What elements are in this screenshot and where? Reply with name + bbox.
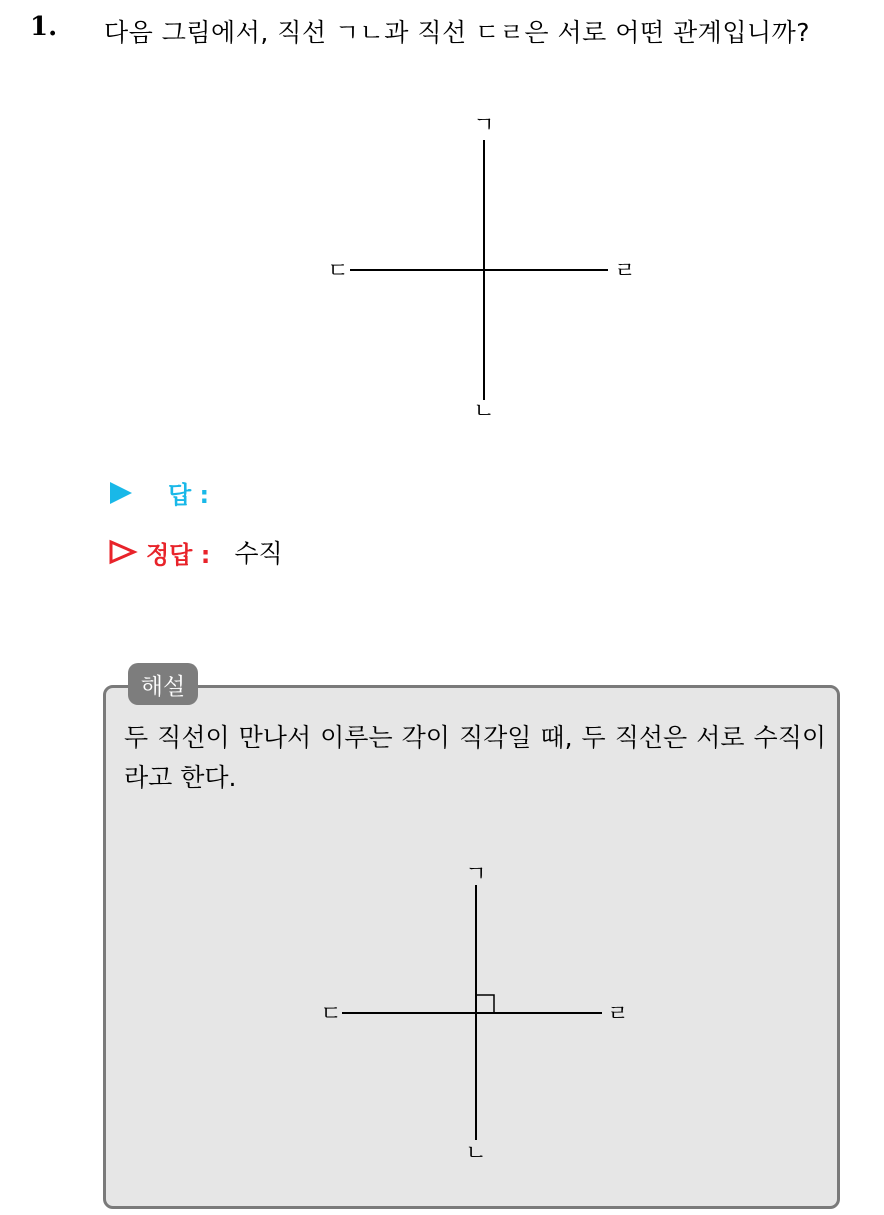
correct-answer-value: 수직 bbox=[234, 539, 283, 568]
label-right: ㄹ bbox=[614, 259, 636, 284]
label-bottom: ㄴ bbox=[473, 399, 495, 424]
right-angle-mark bbox=[476, 995, 494, 1013]
correct-answer-row bbox=[108, 534, 283, 570]
question-number: 1. bbox=[30, 12, 58, 42]
question-text: 다음 그림에서, 직선 ㄱㄴ과 직선 ㄷㄹ은 서로 어떤 관계입니까? bbox=[104, 18, 811, 47]
label-right: ㄹ bbox=[607, 1002, 629, 1027]
label-left: ㄷ bbox=[327, 259, 349, 284]
perpendicular-lines-figure bbox=[310, 110, 650, 430]
outline-triangle-icon bbox=[108, 539, 138, 565]
explanation-text: 두 직선이 만나서 이루는 각이 직각일 때, 두 직선은 서로 수직이라고 한다. bbox=[124, 723, 826, 792]
answer-label: 답 : bbox=[168, 481, 210, 509]
label-top: ㄱ bbox=[473, 113, 495, 138]
perpendicular-lines-figure-with-right-angle bbox=[300, 855, 640, 1175]
filled-triangle-icon bbox=[108, 480, 134, 506]
correct-answer-label: 정답 : bbox=[146, 540, 211, 569]
label-top: ㄱ bbox=[465, 862, 487, 887]
label-left: ㄷ bbox=[320, 1002, 342, 1027]
label-bottom: ㄴ bbox=[465, 1141, 487, 1166]
answer-row bbox=[108, 475, 233, 510]
explanation-tag: 해설 bbox=[128, 663, 198, 705]
